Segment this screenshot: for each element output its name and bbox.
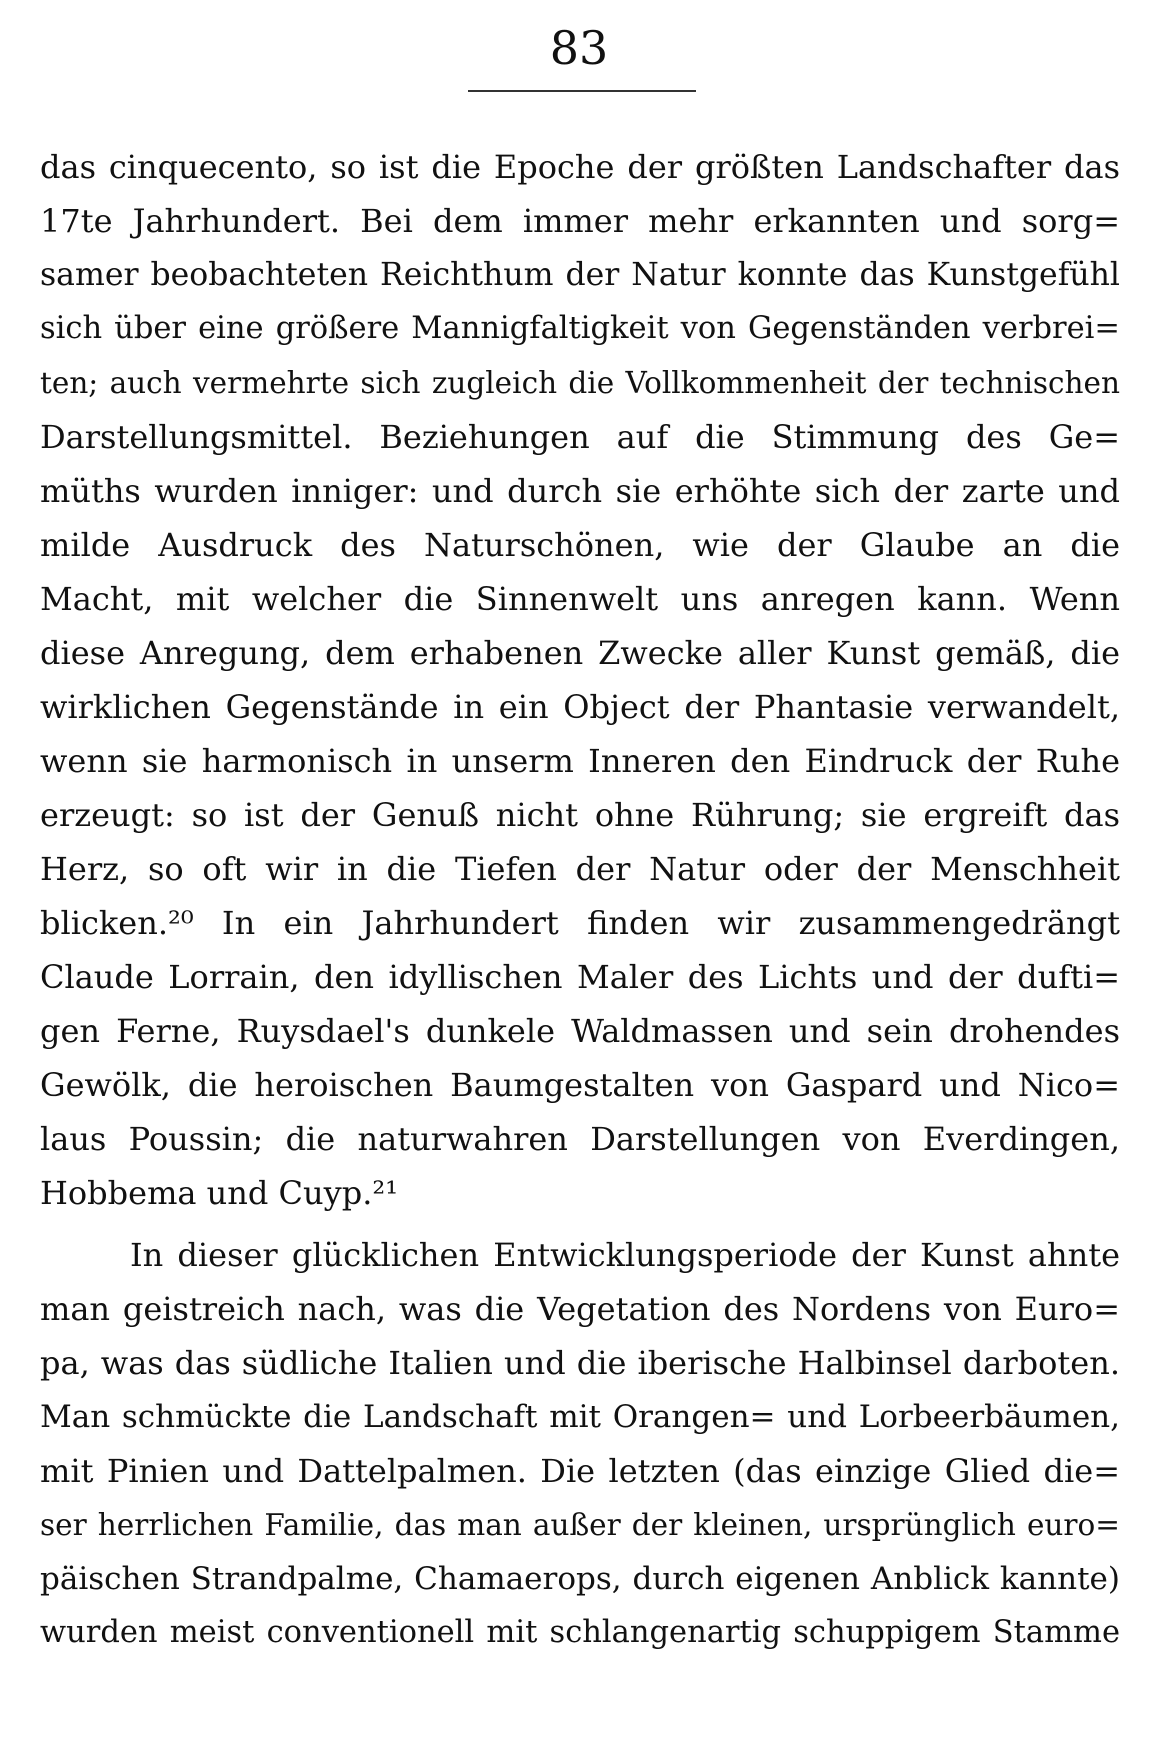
header-rule bbox=[468, 90, 696, 92]
body-text bbox=[40, 140, 1120, 1660]
text-line: man geistreich nach, was die Vegetation des Nordens von Euro= bbox=[40, 1290, 1120, 1328]
text-line: Herz, so oft wir in die Tiefen der Natur oder der Menschheit bbox=[40, 850, 1120, 888]
text-line: Man schmückte die Landschaft mit Orangen= und Lorbeerbäumen, bbox=[40, 1399, 1120, 1435]
paragraph-1 bbox=[40, 140, 1120, 1220]
text-line: erzeugt: so ist der Genuß nicht ohne Rührung; sie ergreift das bbox=[40, 796, 1120, 834]
text-line: samer beobachteten Reichthum der Natur konnte das Kunstgefühl bbox=[40, 257, 1120, 293]
text-line: milde Ausdruck des Naturschönen, wie der Glaube an die bbox=[40, 526, 1120, 564]
text-line: müths wurden inniger: und durch sie erhöhte sich der zarte und bbox=[40, 472, 1120, 510]
text-line: ten; auch vermehrte sich zugleich die Vollkommenheit der technischen bbox=[40, 366, 1120, 400]
paragraph-gap bbox=[40, 1220, 1120, 1228]
text-line: wenn sie harmonisch in unserm Inneren den Eindruck der Ruhe bbox=[40, 742, 1120, 780]
text-line: Gewölk, die heroischen Baumgestalten von Gaspard und Nico= bbox=[40, 1066, 1120, 1104]
text-line: Claude Lorrain, den idyllischen Maler des Lichts und der dufti= bbox=[40, 958, 1120, 996]
text-line: Darstellungsmittel. Beziehungen auf die Stimmung des Ge= bbox=[40, 418, 1120, 456]
text-line: gen Ferne, Ruysdael's dunkele Waldmassen und sein drohendes bbox=[40, 1012, 1120, 1050]
text-line: ser herrlichen Familie, das man außer der kleinen, ursprünglich euro= bbox=[40, 1508, 1120, 1542]
text-line: In dieser glücklichen Entwicklungsperiode der Kunst ahnte bbox=[130, 1236, 1120, 1274]
text-line: Macht, mit welcher die Sinnenwelt uns anregen kann. Wenn bbox=[40, 580, 1120, 618]
text-line: pa, was das südliche Italien und die iberische Halbinsel darboten. bbox=[40, 1344, 1120, 1382]
text-line: Hobbema und Cuyp.²¹ bbox=[40, 1174, 399, 1212]
text-line: blicken.²⁰ In ein Jahrhundert finden wir zusammengedrängt bbox=[40, 904, 1120, 942]
text-line: das cinquecento, so ist die Epoche der größten Landschafter das bbox=[40, 148, 1120, 186]
text-line: wirklichen Gegenstände in ein Object der Phantasie verwandelt, bbox=[40, 688, 1120, 726]
paragraph-2 bbox=[40, 1228, 1120, 1660]
text-line: 17te Jahrhundert. Bei dem immer mehr erkannten und sorg= bbox=[40, 202, 1120, 240]
text-line: laus Poussin; die naturwahren Darstellungen von Everdingen, bbox=[40, 1120, 1120, 1158]
text-line: wurden meist conventionell mit schlangenartig schuppigem Stamme bbox=[40, 1615, 1120, 1650]
page-number: 83 bbox=[549, 21, 609, 75]
text-line: sich über eine größere Mannigfaltigkeit von Gegenständen verbrei= bbox=[40, 311, 1120, 346]
text-line: mit Pinien und Dattelpalmen. Die letzten (das einzige Glied die= bbox=[40, 1452, 1120, 1490]
text-line: päischen Strandpalme, Chamaerops, durch eigenen Anblick kannte) bbox=[40, 1561, 1120, 1597]
text-line: diese Anregung, dem erhabenen Zwecke aller Kunst gemäß, die bbox=[40, 634, 1120, 672]
